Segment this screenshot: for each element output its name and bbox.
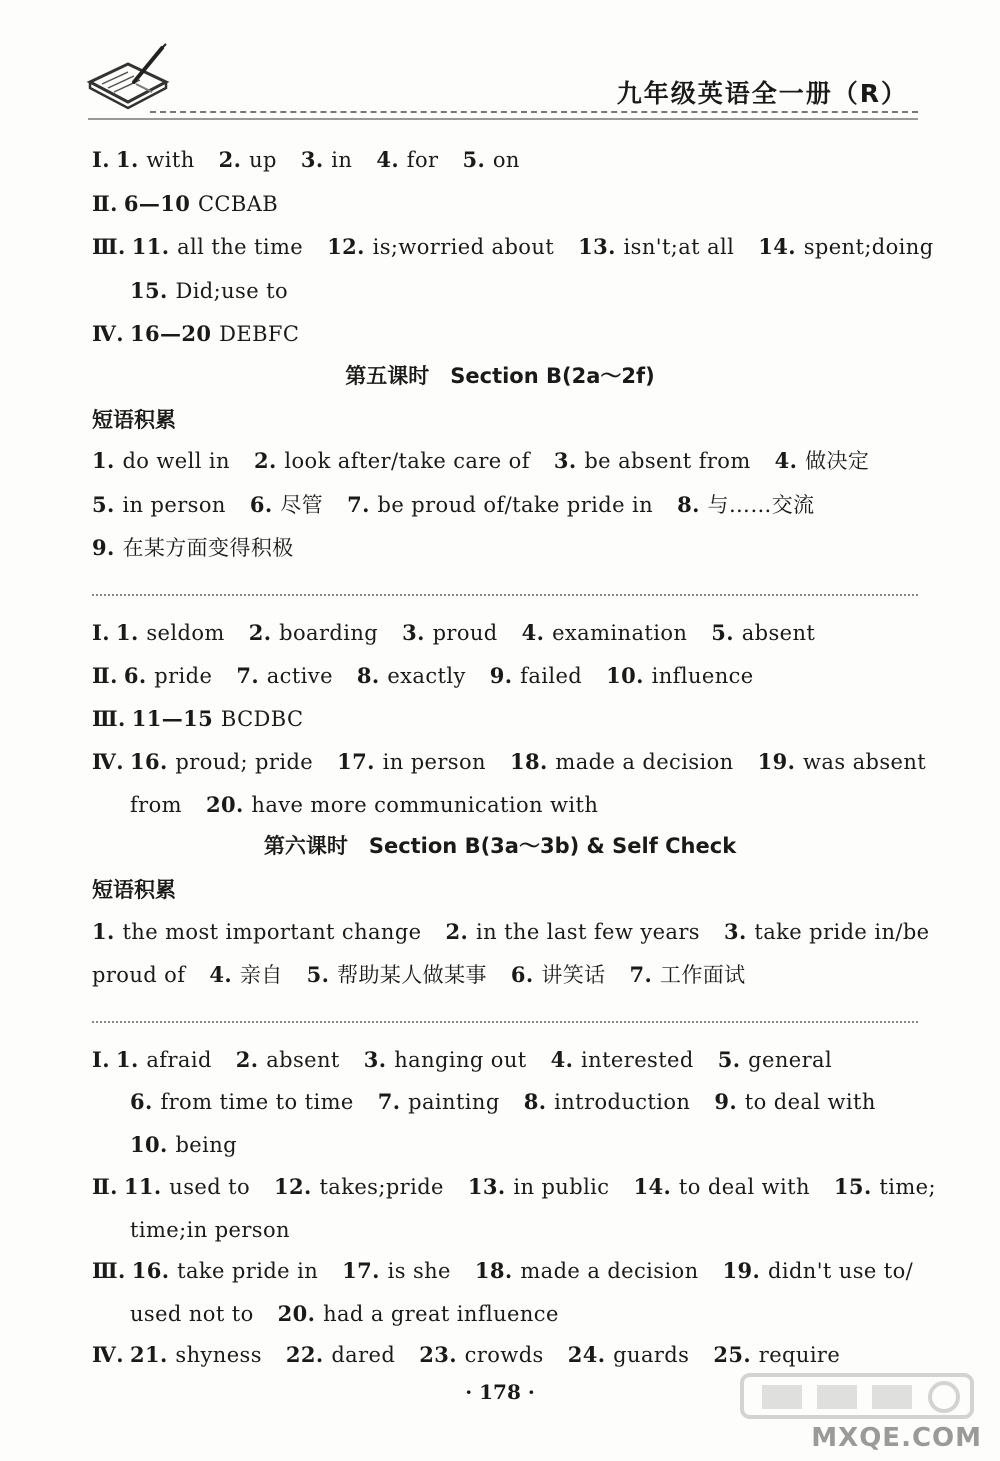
- item-text: absent: [741, 621, 816, 645]
- item-text: be proud of/take pride in: [377, 493, 654, 517]
- item-number: 15.: [130, 278, 176, 303]
- item-number: 7.: [629, 962, 660, 987]
- item-text: made a decision: [520, 1259, 699, 1283]
- answer-line: [92, 1046, 832, 1074]
- item-number: 9.: [92, 535, 123, 560]
- item-text: is;worried about: [372, 235, 555, 259]
- item-text: was absent: [803, 750, 927, 774]
- item-text: painting: [408, 1090, 500, 1114]
- item-number: 4.: [209, 962, 240, 987]
- item-text: in public: [513, 1175, 610, 1199]
- item-text: boarding: [279, 621, 379, 645]
- item-number: 11—15: [131, 706, 221, 731]
- item-text: from: [130, 793, 182, 817]
- item-text: be absent from: [584, 449, 751, 473]
- answer-line: [92, 1341, 840, 1369]
- item-number: 5.: [462, 147, 493, 172]
- answer-item: [116, 148, 195, 172]
- item-text: BCDBC: [220, 707, 304, 731]
- item-text: proud; pride: [175, 750, 314, 774]
- item-number: 11.: [131, 234, 178, 259]
- answer-line: [92, 1173, 936, 1201]
- item-text: on: [492, 148, 520, 172]
- item-number: 20.: [277, 1301, 324, 1326]
- item-text: guards: [613, 1343, 690, 1367]
- answer-line: [130, 791, 598, 819]
- answer-line: [92, 748, 926, 776]
- answer-item: [130, 322, 299, 346]
- item-text: to deal with: [678, 1175, 810, 1199]
- item-number: 24.: [567, 1342, 614, 1367]
- item-text: 做决定: [805, 449, 870, 473]
- answer-item: [124, 1175, 250, 1199]
- roman-numeral: Ⅳ.: [92, 749, 124, 774]
- answer-item: [718, 1048, 832, 1072]
- item-text: in: [331, 148, 353, 172]
- answer-line: [92, 1257, 913, 1285]
- answer-item: [378, 1090, 500, 1114]
- answer-item: [347, 493, 653, 517]
- item-number: 5.: [717, 1047, 749, 1072]
- item-text: isn't;at all: [623, 235, 735, 259]
- item-number: 23.: [419, 1342, 465, 1367]
- answer-line: [92, 662, 754, 690]
- answer-item: [301, 148, 352, 172]
- item-text: CCBAB: [197, 192, 279, 216]
- item-text: 工作面试: [659, 963, 746, 987]
- answer-item: [250, 493, 323, 517]
- answer-item: [713, 1343, 840, 1367]
- item-number: 2.: [445, 919, 476, 944]
- answer-item: [124, 192, 278, 216]
- answer-item: [475, 1259, 699, 1283]
- answer-item: [402, 621, 498, 645]
- item-text: up: [249, 148, 277, 172]
- item-text: time;: [879, 1175, 936, 1199]
- item-text: in person: [122, 493, 226, 517]
- item-text: pride: [154, 664, 213, 688]
- answer-line: [130, 1131, 237, 1159]
- answer-item: [606, 664, 753, 688]
- roman-numeral: Ⅰ.: [92, 620, 110, 645]
- item-text: afraid: [146, 1048, 212, 1072]
- item-text: 与……交流: [707, 493, 815, 517]
- answer-line: [92, 491, 815, 519]
- item-number: 6.: [123, 663, 155, 688]
- lesson-heading: 第五课时 Section B(2a～2f): [345, 364, 655, 388]
- item-text: require: [758, 1343, 841, 1367]
- item-text: absent: [266, 1048, 340, 1072]
- roman-numeral: Ⅲ.: [92, 234, 126, 259]
- answer-item: [554, 449, 751, 473]
- item-text: general: [748, 1048, 833, 1072]
- item-text: used not to: [130, 1302, 254, 1326]
- item-text: time;in person: [130, 1218, 290, 1242]
- answer-item: [92, 493, 226, 517]
- answer-item: [307, 963, 487, 987]
- item-text: take pride in: [177, 1259, 319, 1283]
- item-text: exactly: [387, 664, 466, 688]
- item-text: examination: [552, 621, 688, 645]
- item-text: hanging out: [394, 1048, 527, 1072]
- answer-line: [92, 146, 520, 174]
- answer-line: [92, 190, 278, 218]
- answer-item: [130, 1218, 290, 1242]
- item-text: 尽管: [280, 493, 324, 517]
- item-number: 2.: [235, 1047, 267, 1072]
- answer-item: [462, 148, 519, 172]
- item-text: proud of: [92, 963, 186, 987]
- item-number: 22.: [285, 1342, 332, 1367]
- answer-line: [92, 705, 303, 733]
- roman-numeral: Ⅱ.: [92, 663, 118, 688]
- answer-item: [834, 1175, 936, 1199]
- item-number: 5.: [306, 962, 338, 987]
- answer-item: [92, 920, 422, 944]
- item-number: 3.: [723, 919, 755, 944]
- item-number: 2.: [248, 620, 280, 645]
- item-number: 21.: [129, 1342, 176, 1367]
- item-text: spent;doing: [803, 235, 934, 259]
- item-text: do well in: [122, 449, 230, 473]
- answer-item: [206, 793, 598, 817]
- page-number: · 178 ·: [465, 1380, 535, 1404]
- item-text: influence: [651, 664, 754, 688]
- item-number: 20.: [205, 792, 252, 817]
- section-label: 短语积累: [92, 878, 176, 902]
- item-number: 10.: [130, 1132, 176, 1157]
- item-text: all the time: [177, 235, 304, 259]
- item-number: 10.: [606, 663, 652, 688]
- item-text: to deal with: [744, 1090, 876, 1114]
- answer-item: [130, 1133, 237, 1157]
- item-number: 5.: [711, 620, 742, 645]
- answer-item: [130, 793, 182, 817]
- answer-item: [124, 664, 213, 688]
- item-number: 12.: [274, 1174, 320, 1199]
- item-number: 16—20: [129, 321, 220, 346]
- item-text: didn't use to/: [767, 1259, 914, 1283]
- item-text: 帮助某人做某事: [337, 963, 487, 987]
- item-text: from time to time: [160, 1090, 354, 1114]
- header-solid-rule: [88, 118, 918, 120]
- answer-item: [209, 963, 282, 987]
- answer-line: [92, 320, 299, 348]
- item-number: 15.: [833, 1174, 880, 1199]
- answer-item: [236, 664, 333, 688]
- item-number: 7.: [377, 1089, 409, 1114]
- item-number: 8.: [356, 663, 388, 688]
- answer-item: [219, 148, 277, 172]
- watermark-text: MXQE.COM: [811, 1423, 982, 1453]
- roman-numeral: Ⅰ.: [92, 147, 110, 172]
- item-number: 25.: [713, 1342, 759, 1367]
- item-text: in the last few years: [475, 920, 700, 944]
- item-text: for: [406, 148, 439, 172]
- item-number: 16.: [129, 749, 176, 774]
- item-text: takes;pride: [319, 1175, 444, 1199]
- item-text: with: [146, 148, 195, 172]
- item-number: 4.: [376, 147, 407, 172]
- item-number: 9.: [714, 1089, 745, 1114]
- answer-item: [130, 750, 313, 774]
- item-text: dared: [331, 1343, 396, 1367]
- item-text: shyness: [175, 1343, 262, 1367]
- answer-line: [92, 619, 815, 647]
- answer-item: [490, 664, 582, 688]
- notebook-pencil-icon: [82, 42, 174, 114]
- book-title: 九年级英语全一册（R）: [616, 79, 908, 108]
- answer-line: [92, 534, 294, 562]
- item-number: 5.: [92, 492, 123, 517]
- answer-item: [633, 1175, 809, 1199]
- dotted-divider: [92, 594, 918, 596]
- item-number: 6.: [249, 492, 281, 517]
- answer-item: [711, 621, 815, 645]
- item-number: 18.: [509, 749, 556, 774]
- answer-item: [724, 920, 930, 944]
- answer-item: [92, 536, 294, 560]
- item-text: seldom: [146, 621, 225, 645]
- page-header: [0, 0, 1000, 125]
- item-number: 3.: [402, 620, 433, 645]
- answer-line: [92, 233, 934, 261]
- answer-line: [130, 277, 288, 305]
- item-text: 讲笑话: [541, 963, 606, 987]
- answer-item: [578, 235, 734, 259]
- answer-line: [130, 1216, 290, 1244]
- item-number: 17.: [337, 749, 383, 774]
- item-text: crowds: [464, 1343, 544, 1367]
- answer-item: [551, 1048, 694, 1072]
- answer-item: [132, 235, 303, 259]
- item-number: 2.: [218, 147, 250, 172]
- lesson-heading: 第六课时 Section B(3a～3b) & Self Check: [263, 834, 737, 858]
- item-text: active: [266, 664, 333, 688]
- section-label: 短语积累: [92, 408, 176, 432]
- answer-item: [511, 963, 606, 987]
- answer-item: [130, 279, 288, 303]
- item-number: 6.: [130, 1089, 161, 1114]
- item-text: the most important change: [122, 920, 422, 944]
- item-number: 12.: [327, 234, 373, 259]
- item-number: 4.: [521, 620, 553, 645]
- answer-item: [342, 1259, 451, 1283]
- answer-item: [758, 235, 933, 259]
- answer-item: [116, 1048, 212, 1072]
- answer-item: [419, 1343, 544, 1367]
- item-number: 6—10: [123, 191, 198, 216]
- item-number: 9.: [489, 663, 521, 688]
- item-text: is she: [387, 1259, 451, 1283]
- answer-item: [92, 963, 185, 987]
- item-number: 1.: [92, 448, 123, 473]
- answer-item: [116, 621, 225, 645]
- item-number: 13.: [467, 1174, 514, 1199]
- roman-numeral: Ⅳ.: [92, 321, 124, 346]
- roman-numeral: Ⅰ.: [92, 1047, 110, 1072]
- item-number: 8.: [523, 1089, 555, 1114]
- answer-item: [524, 1090, 691, 1114]
- item-text: introduction: [554, 1090, 691, 1114]
- answer-line: [92, 918, 930, 946]
- answer-item: [723, 1259, 914, 1283]
- answer-item: [630, 963, 746, 987]
- item-number: 19.: [722, 1258, 768, 1283]
- answer-item: [714, 1090, 875, 1114]
- item-number: 1.: [115, 620, 147, 645]
- answer-item: [130, 1302, 254, 1326]
- item-text: look after/take care of: [284, 449, 530, 473]
- item-number: 7.: [236, 663, 267, 688]
- item-text: 亲自: [239, 963, 283, 987]
- answer-item: [446, 920, 700, 944]
- roman-numeral: Ⅱ.: [92, 191, 118, 216]
- item-text: take pride in/be: [754, 920, 930, 944]
- answer-item: [522, 621, 688, 645]
- item-text: have more communication with: [251, 793, 599, 817]
- item-text: 在某方面变得积极: [122, 536, 294, 560]
- answer-line: [92, 961, 746, 989]
- answer-item: [92, 449, 230, 473]
- item-number: 3.: [300, 147, 332, 172]
- item-number: 8.: [677, 492, 708, 517]
- item-number: 6.: [510, 962, 542, 987]
- answer-item: [286, 1343, 395, 1367]
- answer-line: [130, 1300, 559, 1328]
- item-number: 14.: [758, 234, 804, 259]
- item-number: 1.: [115, 1047, 147, 1072]
- item-number: 3.: [553, 448, 585, 473]
- item-number: 1.: [92, 919, 123, 944]
- answer-item: [249, 621, 378, 645]
- item-text: being: [175, 1133, 238, 1157]
- roman-numeral: Ⅱ.: [92, 1174, 118, 1199]
- answer-line: [92, 447, 869, 475]
- item-number: 13.: [578, 234, 624, 259]
- item-text: interested: [581, 1048, 694, 1072]
- answer-item: [364, 1048, 527, 1072]
- roman-numeral: Ⅲ.: [92, 706, 126, 731]
- item-text: failed: [520, 664, 583, 688]
- answer-item: [327, 235, 554, 259]
- answer-item: [130, 1090, 354, 1114]
- item-number: 14.: [633, 1174, 679, 1199]
- item-number: 4.: [550, 1047, 582, 1072]
- item-number: 19.: [757, 749, 804, 774]
- answer-item: [132, 707, 304, 731]
- answer-item: [468, 1175, 610, 1199]
- answer-item: [510, 750, 734, 774]
- item-number: 1.: [115, 147, 147, 172]
- header-dashed-rule: [150, 111, 918, 113]
- item-number: 18.: [474, 1258, 521, 1283]
- item-number: 17.: [342, 1258, 388, 1283]
- answer-item: [758, 750, 927, 774]
- item-text: in person: [382, 750, 486, 774]
- roman-numeral: Ⅳ.: [92, 1342, 124, 1367]
- item-number: 11.: [123, 1174, 170, 1199]
- item-text: Did;use to: [175, 279, 289, 303]
- item-number: 16.: [131, 1258, 178, 1283]
- answer-item: [132, 1259, 318, 1283]
- answer-line: [130, 1088, 876, 1116]
- item-number: 7.: [347, 492, 378, 517]
- item-number: 2.: [253, 448, 285, 473]
- dotted-divider: [92, 1021, 918, 1023]
- item-text: DEBFC: [219, 322, 300, 346]
- answer-item: [236, 1048, 340, 1072]
- answer-item: [130, 1343, 262, 1367]
- roman-numeral: Ⅲ.: [92, 1258, 126, 1283]
- answer-item: [254, 449, 530, 473]
- answer-item: [568, 1343, 690, 1367]
- answer-item: [274, 1175, 444, 1199]
- item-text: proud: [432, 621, 498, 645]
- item-text: used to: [169, 1175, 250, 1199]
- answer-item: [677, 493, 814, 517]
- item-number: 3.: [363, 1047, 395, 1072]
- item-number: 4.: [774, 448, 806, 473]
- item-text: made a decision: [555, 750, 734, 774]
- item-text: had a great influence: [323, 1302, 559, 1326]
- answer-item: [376, 148, 438, 172]
- answer-item: [278, 1302, 559, 1326]
- answer-item: [337, 750, 486, 774]
- answer-item: [775, 449, 870, 473]
- answer-item: [357, 664, 466, 688]
